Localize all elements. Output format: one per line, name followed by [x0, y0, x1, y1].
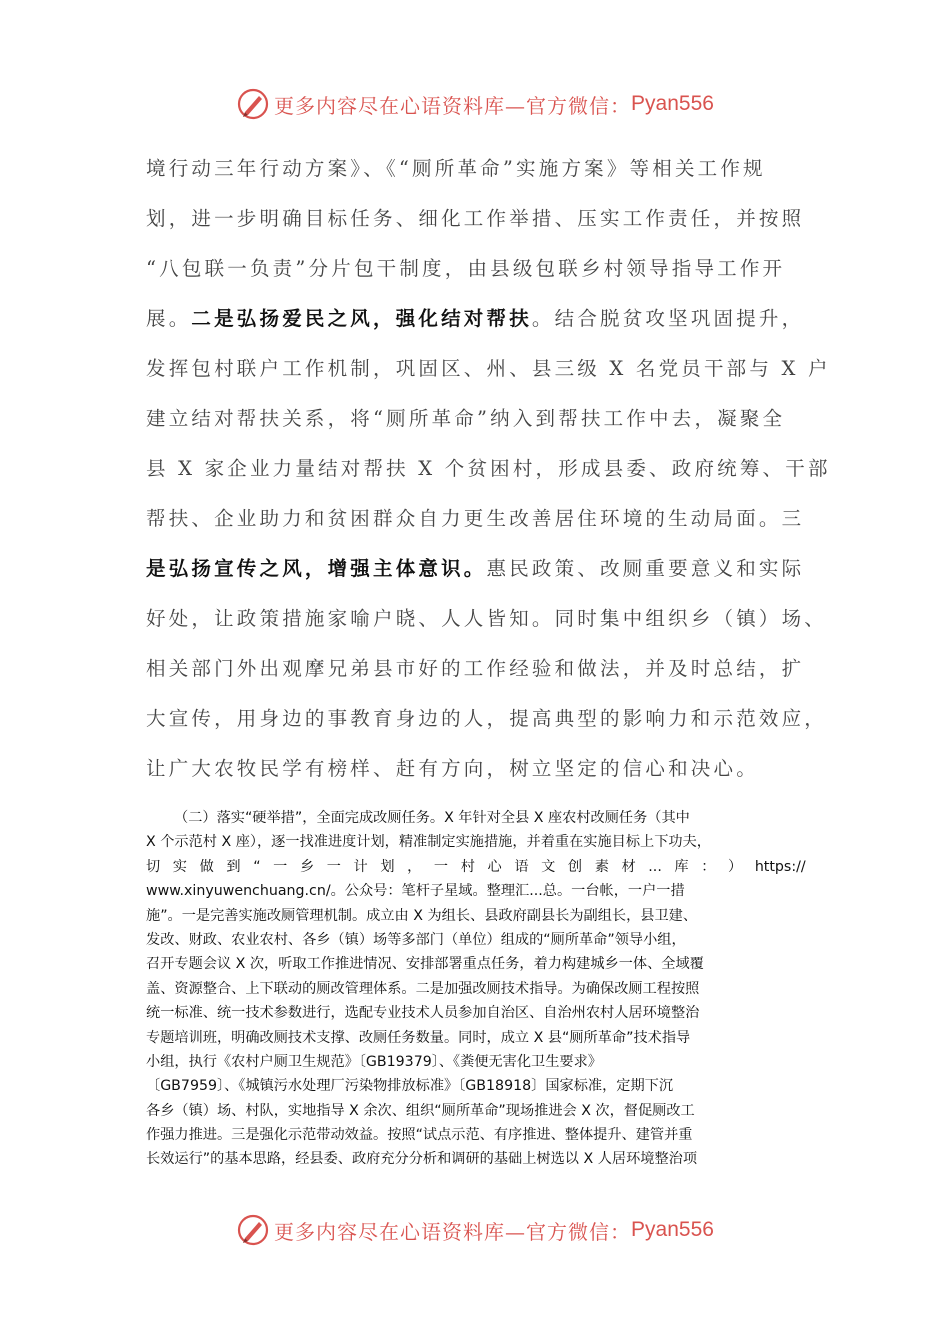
text-line: 盖、资源整合、上下联动的厕改管理体系。二是加强改厕技术指导。为确保改厕工程按照: [146, 980, 700, 997]
text-line: 让广大农牧民学有榜样、赶有方向，树立坚定的信心和决心。: [146, 757, 759, 780]
bold-heading: 二是弘扬爱民之风，强化结对帮扶: [191, 307, 532, 330]
text-line: 专题培训班，明确改厕技术支撑、改厕任务数量。同时，成立 X 县“厕所革命”技术指导: [146, 1029, 691, 1046]
text-line: 好处，让政策措施家喻户晓、人人皆知。同时集中组织乡（镇）场、: [146, 607, 828, 630]
text-line: 各乡（镇）场、村队，实地指导 X 余次、组织“厕所革命”现场推进会 X 次，督促厕改工: [146, 1102, 695, 1119]
text-line: 建立结对帮扶关系，将“厕所革命”纳入到帮扶工作中去，凝聚全: [146, 407, 786, 430]
pen-logo-icon: [236, 1213, 270, 1247]
text-line: 〔GB7959〕、《城镇污水处理厂污染物排放标准》〔GB18918〕国家标准，定期下沉: [146, 1078, 674, 1095]
text-line: 召开专题会议 X 次，听取工作推进情况、安排部署重点任务，着力构建城乡一体、全域覆: [146, 956, 704, 973]
text-line: www.xinyuwenchuang.cn/。公众号：笔杆子星域。整理汇...总。一台帐，一户一措: [146, 883, 685, 900]
banner-wechat-id: Pyan556: [631, 92, 714, 115]
lower-paragraph: [146, 806, 806, 1196]
text-line: 划，进一步明确目标任务、细化工作举措、压实工作责任，并按照: [146, 207, 805, 230]
text-line: X 个示范村 X 座），逐一找准进度计划，精准制定实施措施，并着重在实施目标上下功夫，: [146, 834, 711, 851]
text-line: 作强力推进。三是强化示范带动效益。按照“试点示范、有序推进、整体提升、建管并重: [146, 1127, 693, 1144]
header-banner: [0, 84, 950, 124]
footer-banner: [0, 1210, 950, 1250]
text-line: 长效运行”的基本思路，经县委、政府充分分析和调研的基础上树选以 X 人居环境整治项: [146, 1151, 698, 1168]
text-line: 大宣传，用身边的事教育身边的人，提高典型的影响力和示范效应，: [146, 707, 828, 730]
text-line: （二）落实“硬举措”，全面完成改厕任务。X 年针对全县 X 座农村改厕任务（其中: [174, 810, 690, 826]
text-line: 统一标准、统一技术参数进行，选配专业技术人员参加自治区、自治州农村人居环境整治: [146, 1005, 700, 1022]
banner-text: 更多内容尽在心语资料库—官方微信：: [274, 93, 632, 118]
text-line: 施”。一是完善实施改厕管理机制。成立由 X 为组长、县政府副县长为副组长，县卫建、: [146, 907, 698, 924]
pen-logo-icon: [236, 87, 270, 121]
banner-wechat-id: Pyan556: [631, 1218, 714, 1241]
text-line: 相关部门外出观摩兄弟县市好的工作经验和做法，并及时总结，扩: [146, 657, 805, 680]
text-line: 是弘扬宣传之风，增强主体意识。惠民政策、改厕重要意义和实际: [146, 557, 805, 580]
bold-heading: 是弘扬宣传之风，增强主体意识。: [146, 557, 487, 580]
banner-text: 更多内容尽在心语资料库—官方微信：: [274, 1219, 632, 1244]
text-line: “八包联一负责”分片包干制度，由县级包联乡村领导指导工作开: [146, 257, 786, 280]
text-line: [146, 1172, 806, 1196]
text-line: 帮扶、企业助力和贫困群众自力更生改善居住环境的生动局面。三: [146, 507, 805, 530]
text-line: 发改、财政、农业农村、各乡（镇）场等多部门（单位）组成的“厕所革命”领导小组，: [146, 931, 686, 948]
text-line: 小组，执行《农村户厕卫生规范》〔GB19379〕、《粪便无害化卫生要求》: [146, 1053, 602, 1070]
upper-paragraph: [146, 147, 831, 797]
text-line: 切 实 做 到 “ 一 乡 一 计 划 ， 一 村 心 语 文 创 素 材 ... 库 ： ） https://: [146, 858, 806, 875]
text-line: 展。二是弘扬爱民之风，强化结对帮扶。结合脱贫攻坚巩固提升，: [146, 307, 805, 330]
text-line: 县 X 家企业力量结对帮扶 X 个贫困村，形成县委、政府统筹、干部: [146, 457, 831, 480]
text-line: 发挥包村联户工作机制，巩固区、州、县三级 X 名党员干部与 X 户: [146, 357, 831, 380]
text-line: 境行动三年行动方案》、《“厕所革命”实施方案》等相关工作规: [146, 157, 766, 180]
